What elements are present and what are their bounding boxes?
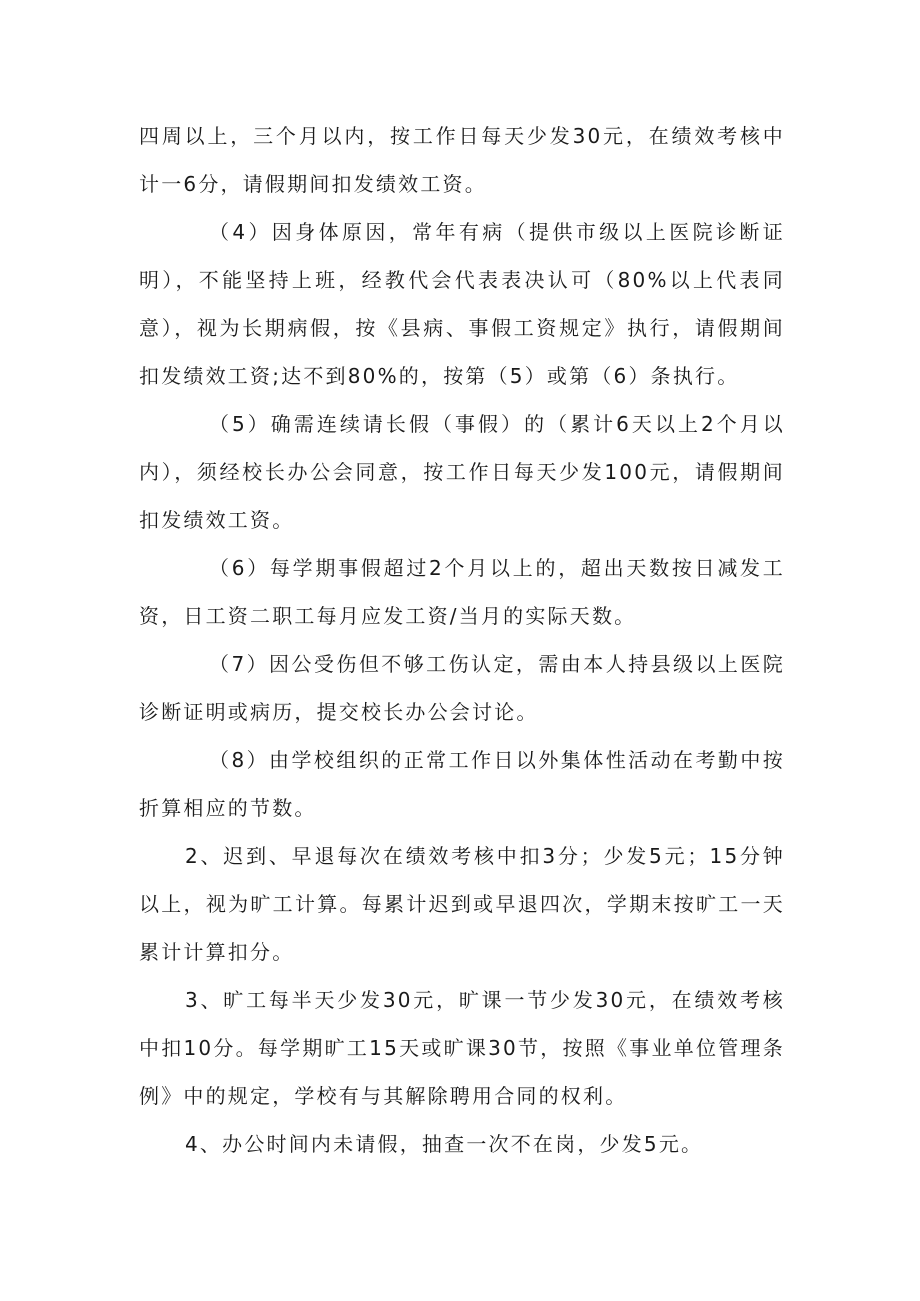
paragraph-section-4: 4、办公时间内未请假，抽查一次不在岗，少发5元。 (185, 1132, 704, 1156)
paragraph-item-7: （7）因公受伤但不够工伤认定，需由本人持县级以上医院诊断证明或病历，提交校长办公会讨论。 (139, 652, 785, 724)
paragraph-item-4: （4）因身体原因，常年有病（提供市级以上医院诊断证明），不能坚持上班，经教代会代表表决认可（80%以上代表同意），视为长期病假，按《县病、事假工资规定》执行，请假期间扣发绩效工资;达不到80%的，按第（5）或第（6）条执行。 (139, 220, 785, 388)
paragraph-continuation: 四周以上，三个月以内，按工作日每天少发30元，在绩效考核中计一6分，请假期间扣发绩效工资。 (139, 124, 785, 196)
paragraph-item-8: （8）由学校组织的正常工作日以外集体性活动在考勤中按折算相应的节数。 (139, 748, 785, 820)
document-body (139, 112, 785, 1168)
paragraph-section-3: 3、旷工每半天少发30元，旷课一节少发30元，在绩效考核中扣10分。每学期旷工15天或旷课30节，按照《事业单位管理条例》中的规定，学校有与其解除聘用合同的权利。 (139, 988, 785, 1108)
paragraph-item-5: （5）确需连续请长假（事假）的（累计6天以上2个月以内），须经校长办公会同意，按工作日每天少发100元，请假期间扣发绩效工资。 (139, 412, 785, 532)
paragraph-item-6: （6）每学期事假超过2个月以上的，超出天数按日减发工资，日工资二职工每月应发工资/当月的实际天数。 (139, 556, 785, 628)
paragraph-section-2: 2、迟到、早退每次在绩效考核中扣3分；少发5元；15分钟以上，视为旷工计算。每累计迟到或早退四次，学期末按旷工一天累计计算扣分。 (139, 844, 785, 964)
